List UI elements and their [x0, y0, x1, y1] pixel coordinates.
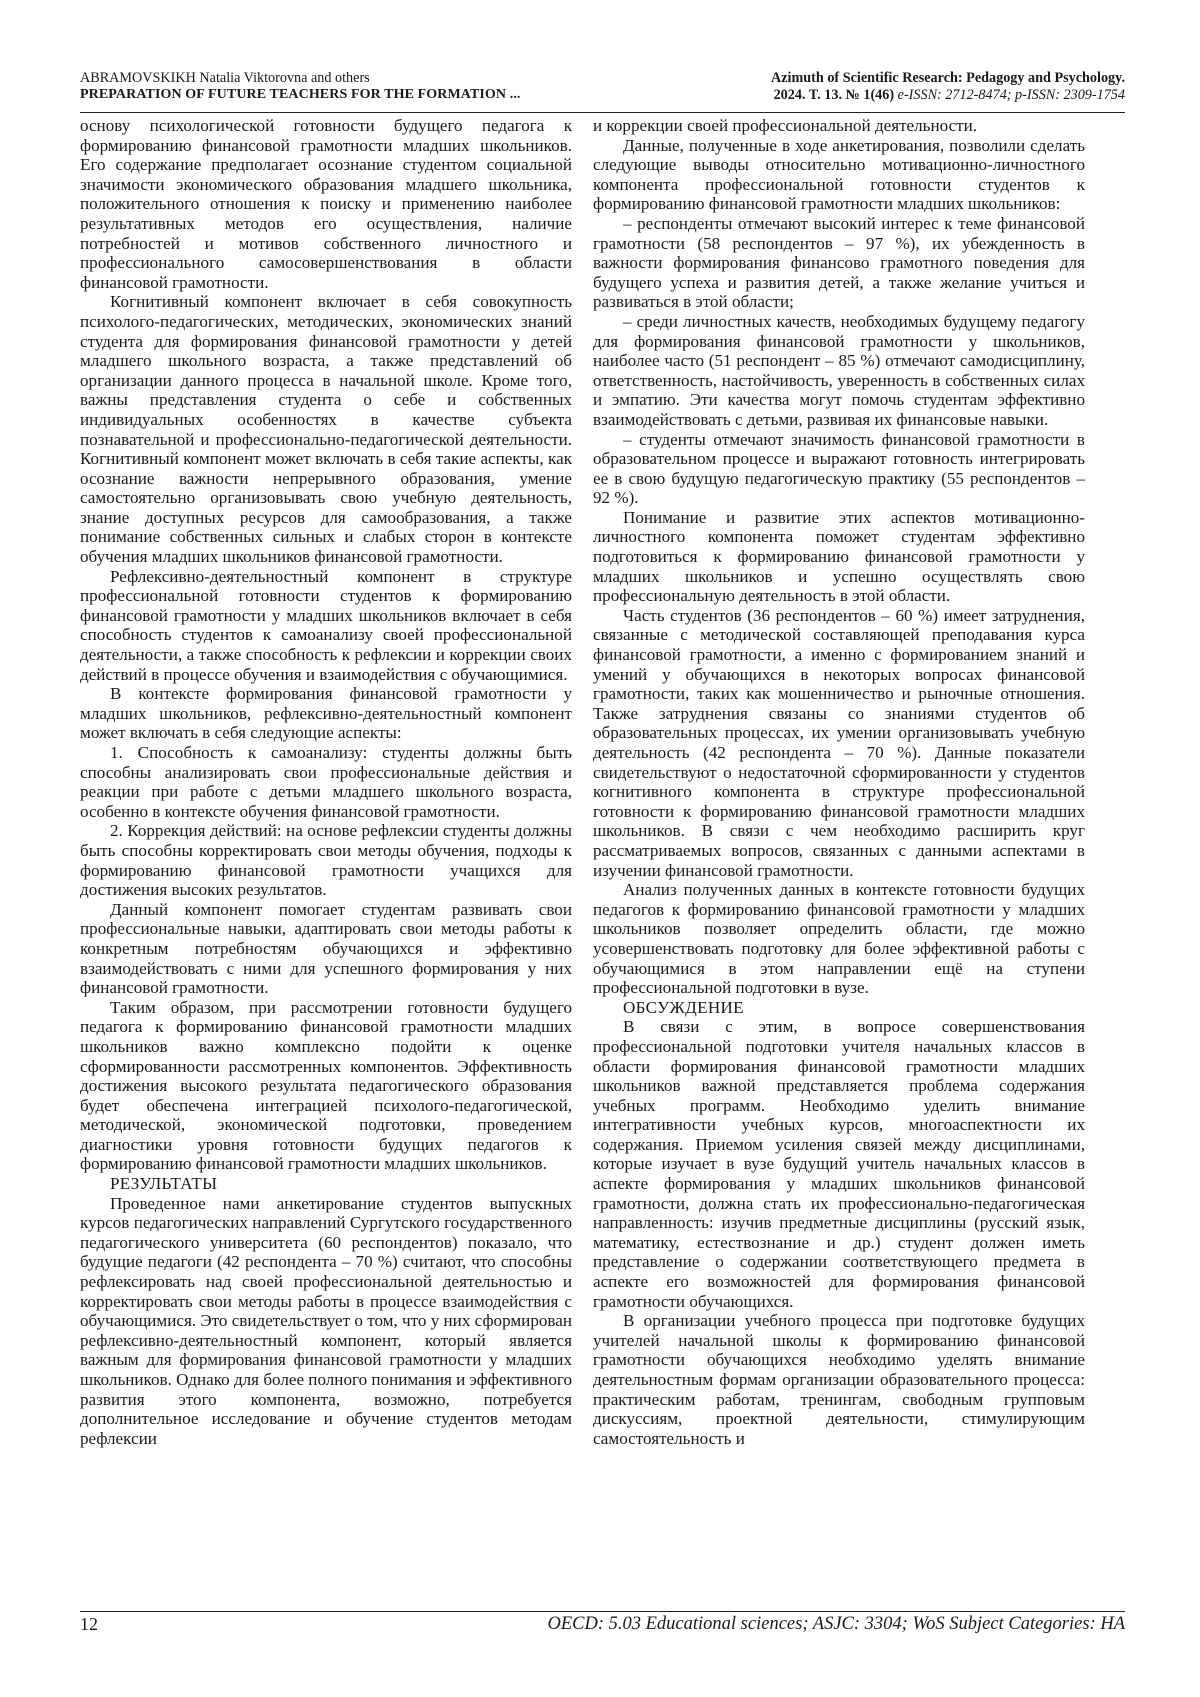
- paragraph: Когнитивный компонент включает в себя совокупность психолого-педагогических, методических, экономических знаний студента для формирования финансовой грамотности у детей младшего школьного возраста, а также представлений об организации данного процесса в начальной школе. Кроме того, важны представления студента о себе и собственных индивидуальных особенностях в качестве субъекта познавательной и профессионально-педагогической деятельности. Когнитивный компонент может включать в себя такие аспекты, как осознание важности непрерывного образования, умение самостоятельно организовывать свою учебную деятельность, знание доступных ресурсов для самообразования, а также понимание собственных сильных и слабых сторон в контексте обучения младших школьников финансовой грамотности.: [80, 292, 572, 567]
- header-volume: 2024. T. 13. № 1(46): [773, 86, 895, 103]
- paragraph: основу психологической готовности будущего педагога к формированию финансовой грамотности младших школьников. Его содержание предполагает осознание студентом социальной значимости экономического образования младшего школьника, положительного отношения к поиску и применению наиболее результативных методов его осуществления, наличие потребностей и мотивов собственного личностного и профессионального самосовершенствования в области финансовой грамотности.: [80, 116, 572, 292]
- paragraph: – респонденты отмечают высокий интерес к теме финансовой грамотности (58 респондентов – 97 %), их убежденность в важности формирования финансово грамотного поведения для будущего успеха и развития детей, а также желание учиться и развиваться в этой области;: [593, 213, 1085, 312]
- header-journal-name: Azimuth of Scientific Research: Pedagogy and Psychology.: [770, 70, 1125, 86]
- paragraph: Понимание и развитие этих аспектов мотивационно-личностного компонента поможет студентам эффективно подготовиться к формированию финансовой грамотности у младших школьников и успешно осуществлять свою профессиональную деятельность в этой области.: [593, 507, 1085, 606]
- paragraph: Данные, полученные в ходе анкетирования, позволили сделать следующие выводы относительно мотивационно-личностного компонента профессиональной готовности студентов к формированию финансовой грамотности младших школьников:: [593, 135, 1085, 214]
- journal-page: [80, 60, 1125, 1690]
- header-article-title: PREPARATION OF FUTURE TEACHERS FOR THE FORMATION ...: [80, 86, 521, 102]
- right-column: [593, 116, 1085, 1448]
- paragraph: – среди личностных качеств, необходимых будущему педагогу для формирования финансовой грамотности у школьников, наиболее часто (51 респондент – 85 %) отмечают самодисциплину, ответственность, настойчивость, уверенность в собственных силах и эмпатию. Эти качества могут помочь студентам эффективно взаимодействовать с детьми, развивая их финансовые навыки.: [593, 311, 1085, 429]
- header-issue-line: [665, 87, 1125, 104]
- header-authors: ABRAMOVSKIKH Natalia Viktorovna and others: [80, 70, 370, 86]
- paragraph: Данный компонент помогает студентам развивать свои профессиональные навыки, адаптировать свои методы работы к конкретным потребностям обучающихся и эффективно взаимодействовать с ними для успешного формирования у них финансовой грамотности.: [80, 899, 572, 998]
- header-issn: e-ISSN: 2712-8474; p-ISSN: 2309-1754: [897, 86, 1125, 103]
- paragraph: – студенты отмечают значимость финансовой грамотности в образовательном процессе и выражают готовность интегрировать ее в свою будущую педагогическую практику (55 респондентов – 92 %).: [593, 429, 1085, 508]
- running-footer: [80, 1611, 1125, 1638]
- paragraph: Анализ полученных данных в контексте готовности будущих педагогов к формированию финансовой грамотности у младших школьников позволяет определить области, где можно усовершенствовать подготовку для более эффективной работы с обучающимися в этом направлении ещё на ступени профессиональной подготовки в вузе.: [593, 880, 1085, 998]
- header-left: [80, 70, 640, 103]
- running-header: [80, 70, 1125, 113]
- page-number: 12: [80, 1614, 98, 1634]
- paragraph: Таким образом, при рассмотрении готовности будущего педагога к формированию финансовой грамотности младших школьников важно комплексно подойти к оценке сформированности рассмотренных компонентов. Эффективность достижения высокого результата педагогического образования будет обеспечена интеграцией психолого-педагогической, методической, экономической подготовки, проведением диагностики уровня готовности будущих педагогов к формированию финансовой грамотности младших школьников.: [80, 997, 572, 1174]
- paragraph: Часть студентов (36 респондентов – 60 %) имеет затруднения, связанные с методической составляющей преподавания курса финансовой грамотности, а именно с формированием знаний и умений у обучающихся в некоторых вопросах финансовой грамотности, таких как мошенничество и рыночные отношения. Также затруднения связаны со знаниями студентов об образовательных процессах, их умении организовывать учебную деятельность (42 респондента – 70 %). Данные показатели свидетельствуют о недостаточной сформированности у студентов когнитивного компонента в структуре профессиональной готовности к формированию финансовой грамотности младших школьников. В связи с чем необходимо расширить круг рассматриваемых вопросов, связанных с данными аспектами в изучении финансовой грамотности.: [593, 605, 1085, 880]
- header-right: [665, 70, 1125, 103]
- paragraph: и коррекции своей профессиональной деятельности.: [593, 116, 978, 135]
- paragraph: 1. Способность к самоанализу: студенты должны быть способны анализировать свои профессиональные действия и реакции при работе с детьми младшего школьного возраста, особенно в контексте обучения финансовой грамотности.: [80, 743, 572, 821]
- paragraph: 2. Коррекция действий: на основе рефлексии студенты должны быть способны корректировать свои методы обучения, подходы к формированию финансовой грамотности учащихся для достижения высоких результатов.: [80, 821, 572, 900]
- subject-classification: OECD: 5.03 Educational sciences; ASJC: 3304; WoS Subject Categories: HA: [547, 1614, 1125, 1634]
- paragraph: Рефлексивно-деятельностный компонент в структуре профессиональной готовности студентов к формированию финансовой грамотности у младших школьников включает в себя способность студентов к самоанализу своей профессиональной деятельности, а также способность к рефлексии и коррекции своих действий в процессе обучения и взаимодействия с обучающимися.: [80, 566, 572, 684]
- paragraph: Проведенное нами анкетирование студентов выпускных курсов педагогических направлений Сургутского государственного педагогического университета (60 респондентов) показало, что будущие педагоги (42 респондента – 70 %) считают, что способны рефлексировать над своей профессиональной деятельностью и корректировать свои методы работы в процессе взаимодействия с обучающимися. Это свидетельствует о том, что у них сформирован рефлексивно-деятельностный компонент, который является важным для формирования финансовой грамотности у младших школьников. Однако для более полного понимания и эффективного развития этого компонента, возможно, потребуется дополнительное исследование и обучение студентов методам рефлексии: [80, 1193, 573, 1448]
- paragraph: В контексте формирования финансовой грамотности у младших школьников, рефлексивно-деятельностный компонент может включать в себя следующие аспекты:: [80, 684, 572, 743]
- paragraph: В связи с этим, в вопросе совершенствования профессиональной подготовки учителя начальных классов в области формирования финансовой грамотности младших школьников важной представляется проблема содержания учебных программ. Необходимо уделить внимание интегративности учебных курсов, многоаспектности их содержания. Приемом усиления связей между дисциплинами, которые изучает в вузе будущий учитель начальных классов в аспекте формирования у младших школьников финансовой грамотности, должна стать их профессионально-педагогическая направленность: изучив предметные дисциплины (русский язык, математику, естествознание и др.) студент должен иметь представление о содержании соответствующего предмета в аспекте его возможностей для формирования финансовой грамотности обучающихся.: [593, 1017, 1085, 1311]
- section-heading-discussion: ОБСУЖДЕНИЕ: [623, 997, 744, 1017]
- section-heading-results: РЕЗУЛЬТАТЫ: [110, 1174, 218, 1194]
- paragraph: В организации учебного процесса при подготовке будущих учителей начальной школы к формированию финансовой грамотности обучающихся необходимо уделять внимание деятельностным формам организации образовательного процесса: практическим работам, тренингам, свободным групповым дискуссиям, проектной деятельности, стимулирующим самостоятельность и: [593, 1311, 1085, 1448]
- left-column: [80, 116, 572, 1448]
